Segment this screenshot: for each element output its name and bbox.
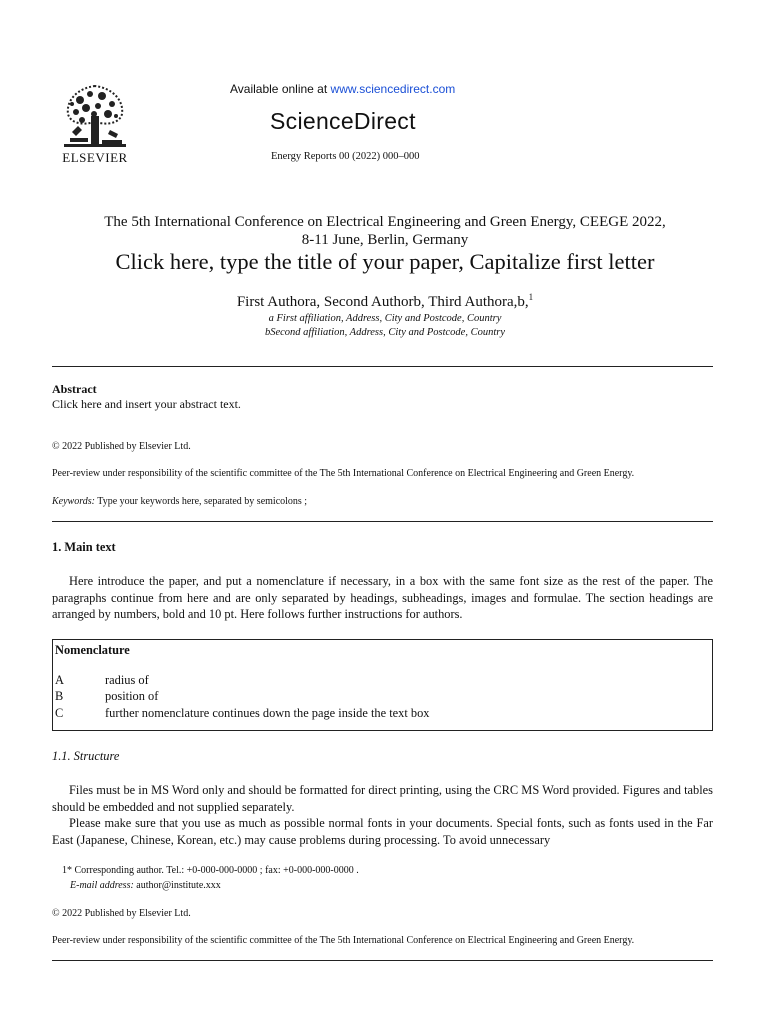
subsection-1-1-paragraph-2: Please make sure that you use as much as possible normal fonts in your documents. Special fonts, such as fonts used in the Far East (Japanese, Chinese, Korean, etc.) may cause problems during processing. To avoid unnecessary <box>52 816 713 847</box>
conference-line-1: The 5th International Conference on Electrical Engineering and Green Energy, CEEGE 2022, <box>104 214 666 230</box>
keywords-label: Keywords: <box>52 496 95 507</box>
email-label: E-mail address: <box>70 880 134 891</box>
conference-info <box>40 213 730 249</box>
keywords-text: Type your keywords here, separated by semicolons ; <box>94 496 308 507</box>
nomenclature-symbol: A <box>55 673 64 687</box>
email-footnote <box>70 880 221 891</box>
copyright-notice: © 2022 Published by Elsevier Ltd. <box>52 441 191 452</box>
authors-line <box>40 292 730 311</box>
sciencedirect-brand: ScienceDirect <box>270 108 416 134</box>
affiliation-b: bSecond affiliation, Address, City and Postcode, Country <box>264 327 506 338</box>
subsection-1-1-heading: 1.1. Structure <box>52 749 120 763</box>
nomenclature-symbol: B <box>55 689 64 703</box>
email-address: author@institute.xxx <box>133 880 221 891</box>
elsevier-wordmark: ELSEVIER <box>62 150 128 165</box>
subsection-1-1-paragraph-1: Files must be in MS Word only and should be formatted for direct printing, using the CRC MS Word provided. Figures and tables should be embedded and not supplied separately. <box>52 783 713 814</box>
nomenclature-box <box>52 639 713 731</box>
nomenclature-row <box>55 689 158 704</box>
peer-review-notice: Peer-review under responsibility of the scientific committee of the The 5th International Conference on Electrical Engineering and Green Energy. <box>52 468 635 479</box>
top-rule <box>52 366 713 367</box>
abstract-text: Click here and insert your abstract text. <box>52 397 241 411</box>
conference-line-2: 8-11 June, Berlin, Germany <box>301 232 469 248</box>
keywords-line <box>52 496 307 507</box>
sciencedirect-link[interactable]: www.sciencedirect.com <box>330 82 456 96</box>
corresponding-author-footnote: 1* Corresponding author. Tel.: +0-000-000-0000 ; fax: +0-000-000-0000 . <box>62 865 359 876</box>
nomenclature-symbol: C <box>55 706 64 720</box>
abstract-heading: Abstract <box>52 382 97 396</box>
available-online-text: Available online at <box>230 82 331 96</box>
affiliation-a: a First affiliation, Address, City and Postcode, Country <box>268 313 502 324</box>
authors-text: First Authora, Second Authorb, Third Authora,b, <box>236 294 529 310</box>
footer-copyright: © 2022 Published by Elsevier Ltd. <box>52 908 191 919</box>
authors-footnote-mark: 1 <box>528 292 534 302</box>
paper-title: Click here, type the title of your paper, Capitalize first letter <box>115 249 655 274</box>
abstract-end-rule <box>52 521 713 522</box>
section-1-heading: 1. Main text <box>52 540 116 554</box>
nomenclature-description: radius of <box>105 673 149 687</box>
journal-line: Energy Reports 00 (2022) 000–000 <box>271 151 420 162</box>
available-online-line <box>230 82 455 96</box>
nomenclature-row <box>55 673 149 688</box>
footer-rule <box>52 960 713 961</box>
elsevier-tree-logo <box>60 82 130 150</box>
section-1-paragraph: Here introduce the paper, and put a nomenclature if necessary, in a box with the same font size as the rest of the paper. The paragraphs continue from here and are only separated by headings, subheadings, images and formulae. The section headings are arranged by numbers, bold and 10 pt. Here follows further instructions for authors. <box>52 574 713 622</box>
nomenclature-description: position of <box>105 689 159 703</box>
nomenclature-title: Nomenclature <box>55 643 130 657</box>
footer-peer-review: Peer-review under responsibility of the scientific committee of the The 5th International Conference on Electrical Engineering and Green Energy. <box>52 935 635 946</box>
nomenclature-row <box>55 706 429 721</box>
nomenclature-description: further nomenclature continues down the page inside the text box <box>105 706 430 720</box>
